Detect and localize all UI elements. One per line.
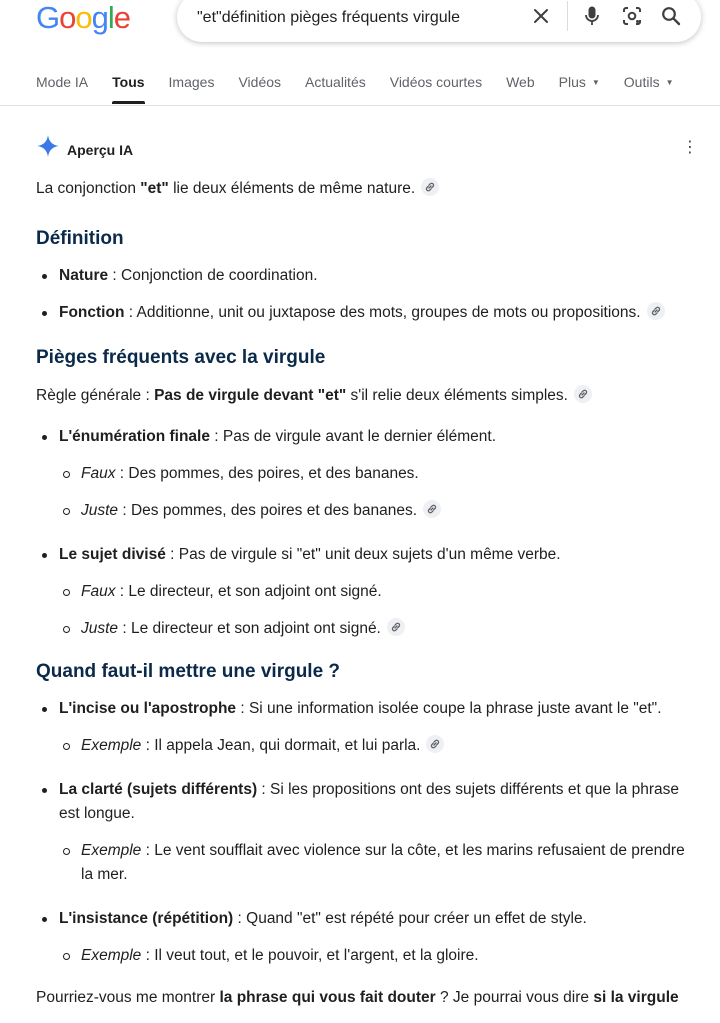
google-logo[interactable] [36, 0, 130, 36]
sub-label: Juste [81, 620, 119, 637]
sub-text: : Il appela Jean, qui dormait, et lui parla. [141, 737, 421, 754]
tab-label: Plus [558, 74, 586, 90]
tab-label: Images [168, 74, 215, 90]
sub-label: Exemple [81, 842, 142, 859]
tab-label: Vidéos courtes [389, 74, 483, 90]
logo-letter: o [59, 0, 76, 35]
list-item [36, 697, 696, 758]
item-term: Nature [59, 267, 109, 284]
header [0, 0, 720, 106]
link-icon[interactable] [421, 178, 439, 196]
tab-label: Web [506, 74, 535, 90]
link-icon[interactable] [426, 735, 444, 753]
caret-down-icon: ▼ [665, 78, 674, 87]
sub-list-item [59, 462, 696, 486]
closing-bold: la phrase qui vous fait douter [219, 989, 436, 1006]
tab-label: Tous [112, 74, 145, 90]
item-text: : Additionne, unit ou juxtapose des mots, groupes de mots ou propositions. [124, 304, 641, 321]
sub-text: : Le directeur et son adjoint ont signé. [118, 620, 381, 637]
tab-label: Outils [623, 74, 660, 90]
link-icon[interactable] [647, 302, 665, 320]
item-text: : Pas de virgule avant le dernier élément. [209, 428, 497, 445]
lens-icon[interactable] [620, 4, 644, 28]
tab-label: Mode IA [36, 74, 89, 90]
sub-label: Faux [81, 465, 116, 482]
section-title-pieges: Pièges fréquents avec la virgule [36, 347, 326, 368]
list-item [36, 425, 696, 523]
intro-bold: "et" [140, 180, 169, 197]
logo-letter: l [107, 0, 114, 35]
tab-plus[interactable] [559, 74, 600, 106]
link-icon[interactable] [423, 500, 441, 518]
item-term: L'incise ou l'apostrophe [59, 700, 237, 717]
intro-text: lie deux éléments de même nature. [168, 180, 416, 197]
ai-overview-header [36, 138, 696, 162]
sub-list-item [59, 499, 696, 523]
sub-list-item [59, 580, 696, 604]
more-options-icon[interactable]: ⋮ [682, 139, 698, 156]
section-title-quand: Quand faut-il mettre une virgule ? [36, 661, 341, 682]
sub-list-item [59, 944, 696, 968]
sub-label: Juste [81, 502, 119, 519]
sub-label: Exemple [81, 947, 142, 964]
clear-icon[interactable] [529, 4, 553, 28]
rule-text: Règle générale : [36, 387, 155, 404]
link-icon[interactable] [574, 385, 592, 403]
item-term: Fonction [59, 304, 125, 321]
sub-text: : Le directeur, et son adjoint ont signé. [115, 583, 382, 600]
tab-label: Vidéos [238, 74, 282, 90]
sub-text: : Le vent soufflait avec violence sur la côte, et les marins refusaient de prendre la mer. [81, 842, 685, 883]
microphone-icon[interactable] [580, 4, 604, 28]
sub-list [59, 839, 696, 887]
search-tabs [36, 74, 674, 106]
sub-list-item [59, 734, 696, 758]
sub-list [59, 580, 696, 641]
logo-letter: o [75, 0, 92, 35]
tab-mode-ia[interactable] [36, 74, 88, 106]
rule-text: s'il relie deux éléments simples. [346, 387, 568, 404]
tab-tous[interactable] [112, 74, 144, 106]
closing-paragraph [36, 986, 696, 1010]
definition-list [36, 264, 696, 325]
tab-web[interactable] [506, 74, 535, 106]
sub-text: : Des pommes, des poires, et des bananes. [115, 465, 419, 482]
search-box[interactable] [177, 0, 701, 42]
search-separator [567, 1, 568, 31]
quand-list [36, 697, 696, 968]
list-item [36, 301, 696, 325]
tab-videos-courtes[interactable] [390, 74, 482, 106]
link-icon[interactable] [387, 618, 405, 636]
list-item [36, 543, 696, 641]
caret-down-icon: ▼ [591, 78, 600, 87]
sub-text: : Il veut tout, et le pouvoir, et l'argent, et la gloire. [141, 947, 479, 964]
item-term: L'insistance (répétition) [59, 910, 234, 927]
sub-label: Faux [81, 583, 116, 600]
closing-bold: si la virgule [593, 989, 679, 1006]
tab-actualites[interactable] [305, 74, 366, 106]
list-item [36, 264, 696, 288]
search-input[interactable]: "et"définition pièges fréquents virgule [197, 9, 461, 26]
item-text: : Pas de virgule si "et" unit deux sujets d'un même verbe. [165, 546, 561, 563]
intro-paragraph [36, 177, 696, 201]
item-text: : Si une information isolée coupe la phrase juste avant le "et". [236, 700, 662, 717]
pieges-list [36, 425, 696, 641]
item-term: La clarté (sujets différents) [59, 781, 258, 798]
rule-bold: Pas de virgule devant "et" [154, 387, 347, 404]
sub-list [59, 944, 696, 968]
item-term: L'énumération finale [59, 428, 210, 445]
search-icon[interactable] [659, 4, 683, 28]
tab-label: Actualités [305, 74, 366, 90]
item-text: : Si les propositions ont des sujets différents et que la phrase est longue. [59, 781, 680, 822]
closing-text: Pourriez-vous me montrer [36, 989, 220, 1006]
sub-list [59, 734, 696, 758]
list-item [36, 907, 696, 968]
item-text: : Quand "et" est répété pour créer un effet de style. [233, 910, 587, 927]
list-item [36, 778, 696, 887]
sub-list-item [59, 617, 696, 641]
sparkle-icon [36, 134, 60, 166]
sub-list [59, 462, 696, 523]
sub-text: : Des pommes, des poires et des bananes. [118, 502, 418, 519]
sub-label: Exemple [81, 737, 142, 754]
section-title-definition: Définition [36, 228, 124, 249]
tab-images[interactable] [169, 74, 215, 106]
intro-text: La conjonction [36, 180, 141, 197]
logo-letter: e [113, 0, 131, 35]
ai-overview [36, 138, 696, 1010]
tab-videos[interactable] [238, 74, 281, 106]
sub-list-item [59, 839, 696, 887]
item-text: : Conjonction de coordination. [108, 267, 318, 284]
rule-paragraph [36, 384, 696, 408]
ai-overview-label: Aperçu IA [67, 142, 134, 158]
item-term: Le sujet divisé [59, 546, 166, 563]
tab-outils[interactable] [624, 74, 674, 106]
logo-letter: g [91, 0, 108, 35]
logo-letter: G [36, 0, 60, 35]
closing-text: ? Je pourrai vous dire [435, 989, 594, 1006]
